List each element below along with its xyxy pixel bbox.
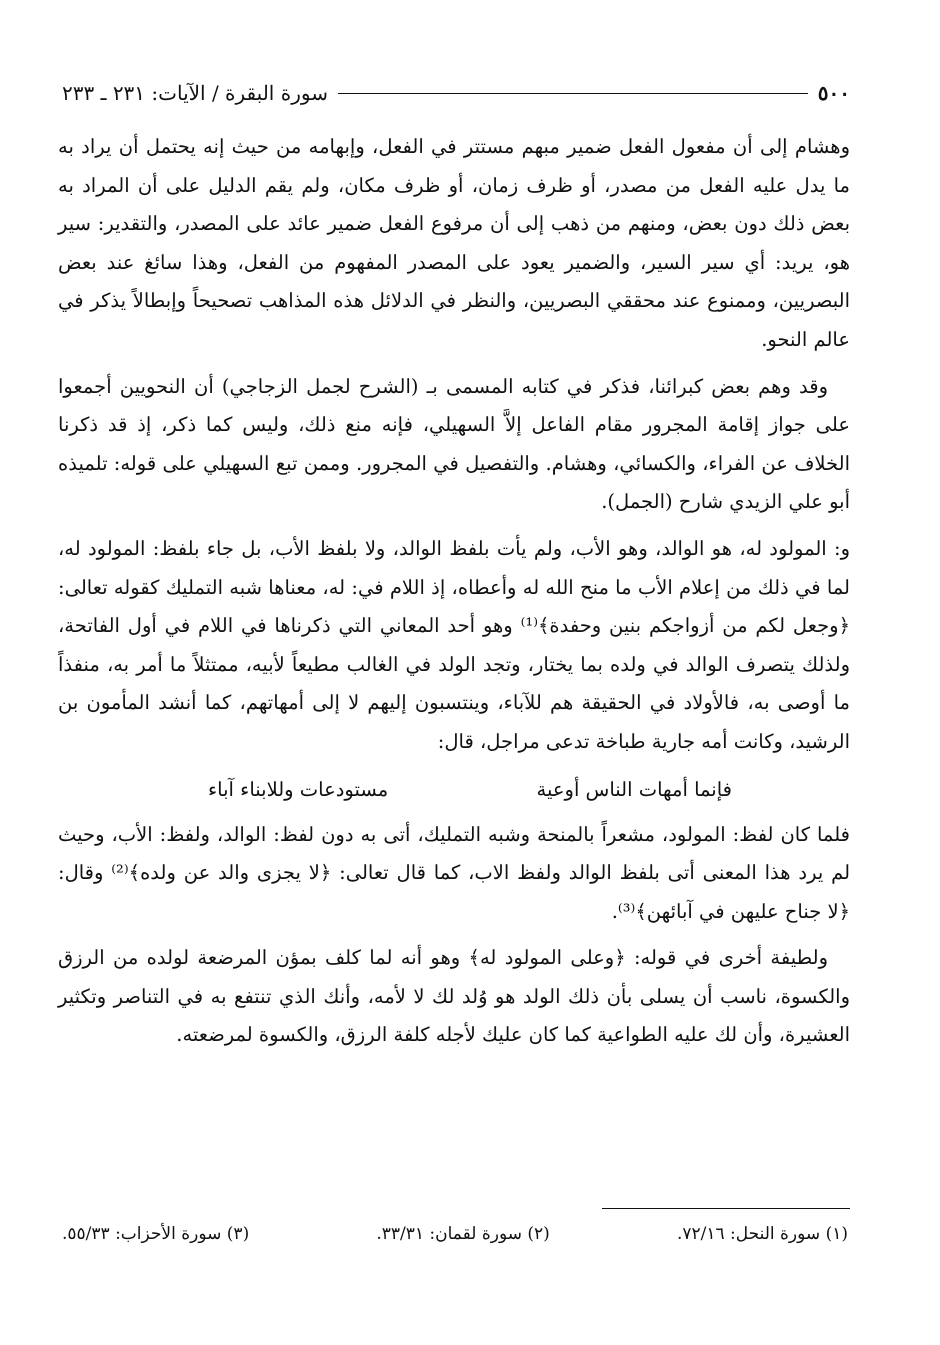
paragraph: وقد وهم بعض كبرائنا، فذكر في كتابه المسمى بـ (الشرح لجمل الزجاجي) أن النحويين أجمعوا على جواز إقامة المجرور مقام الفاعل إلاَّ السهيلي، فإنه منع ذلك، وليس كما ذكر، إذ قد ذكرنا الخلاف عن الفراء، والكسائي، وهشام. والتفصيل في المجرور. وممن تبع السهيلي على قوله: تلميذه أبو علي الزيدي شارح (الجمل).	[58, 374, 850, 514]
paragraph: ولطيفة أخرى في قوله: ﴿وعلى المولود له﴾ وهو أنه لما كلف بمؤن المرضعة لولده من الرزق والكسوة، ناسب أن يسلى بأن ذلك الولد هو وُلد لك لا لأمه، وأنك الذي تنتفع به في التناصر وتكثير العشيرة، وأن لك عليه الطواعية كما كان عليك لأجله كلفة الرزق، والكسوة لمرضعته.	[58, 946, 850, 1047]
page-header	[62, 78, 850, 108]
page-number: ٥٠٠	[817, 81, 850, 105]
poem-hemistich-second: مستودعات وللابناء آباء	[208, 777, 389, 801]
paragraph: وهشام إلى أن مفعول الفعل ضمير مبهم مستتر في الفعل، وإبهامه من حيث إنه يحتمل أن يراد به ما يدل عليه الفعل من مصدر، أو ظرف زمان، أو ظرف مكان، ولم يقم الدليل على أن المراد به بعض ذلك دون بعض، ومنهم من ذهب إلى أن مرفوع الفعل ضمير عائد على المصدر، والتقدير: سير هو، يريد: أي سير السير، والضمير يعود على المصدر المفهوم من الفعل، وهذا سائغ عند بعض البصريين، وممنوع عند محققي البصريين، والنظر في الدلائل هذه المذاهب تصحيحاً وإبطالاً يذكر في عالم النحو.	[58, 135, 850, 351]
poem-verse	[58, 770, 850, 810]
paragraph: فلما كان لفظ: المولود، مشعراً بالمنحة وشبه التمليك، أتى به دون لفظ: الوالد، ولفظ: الأب، وحيث لم يرد هذا المعنى أتى بلفظ الوالد ولفظ الاب، كما قال تعالى: ﴿لا يجزى والد عن ولده﴾⁽²⁾ وقال: ﴿لا جناح عليهن في آبائهن﴾⁽³⁾.	[58, 822, 851, 923]
footnote: (١) سورة النحل: ٧٢/١٦.	[676, 1224, 848, 1244]
running-title: سورة البقرة / الآيات: ٢٣١ ـ ٢٣٣	[62, 81, 328, 105]
paragraph: و: المولود له، هو الوالد، وهو الأب، ولم يأت بلفظ الوالد، ولا بلفظ الأب، بل جاء بلفظ: المولود له، لما في ذلك من إعلام الأب ما منح الله له وأعطاه، إذ اللام في: له، معناها شبه التمليك كقوله تعالى: ﴿وجعل لكم من أزواجكم بنين وحفدة﴾⁽¹⁾ وهو أحد المعاني التي ذكرناها في اللام في أول الفاتحة، ولذلك يتصرف الوالد في ولده بما يختار، وتجد الولد في الغالب مطيعاً لأبيه، ممتثلاً ما أمر به، منفذاً ما أوصى به، فالأولاد في الحقيقة هم للآباء، وينتسبون إليهم لا إلى أمهاتهم، كما أنشد المأمون بن الرشيد، وكانت أمه جارية طباخة تدعى مراجل، قال:	[58, 536, 850, 753]
footnote-separator	[602, 1208, 850, 1209]
footnote: (٣) سورة الأحزاب: ٥٥/٣٣.	[62, 1224, 250, 1244]
footnote: (٢) سورة لقمان: ٣٣/٣١.	[376, 1224, 550, 1244]
poem-hemistich-first: فإنما أمهات الناس أوعية	[536, 777, 732, 801]
main-text	[58, 128, 850, 1063]
footnotes	[62, 1224, 848, 1244]
header-rule	[338, 93, 808, 94]
